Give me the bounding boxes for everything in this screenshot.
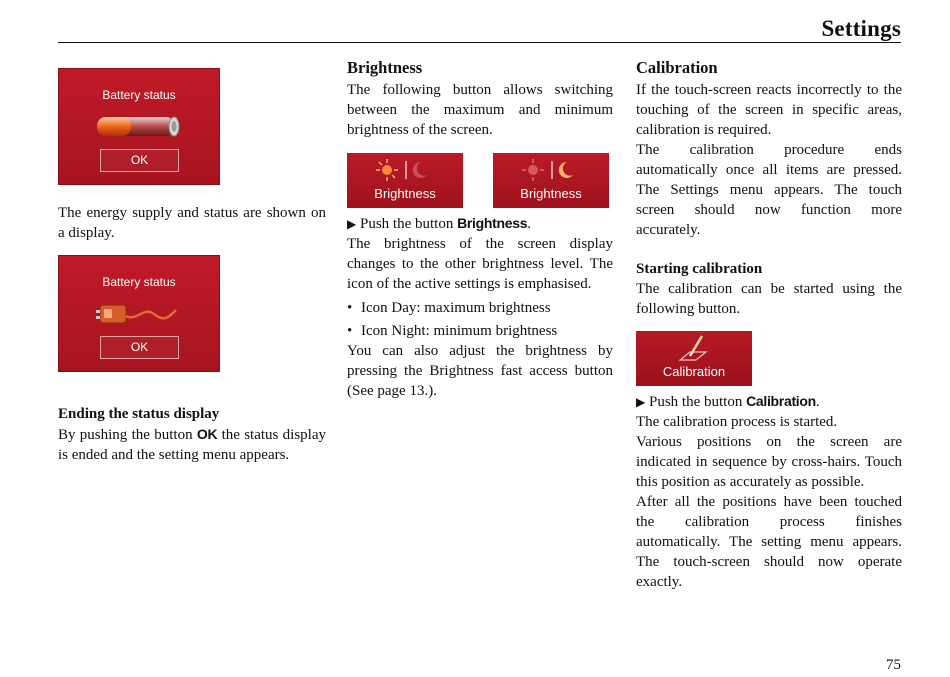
calibration-inline-label: Calibration bbox=[746, 393, 816, 409]
ending-text bbox=[58, 424, 326, 465]
energy-text: The energy supply and status are shown on a display. bbox=[58, 205, 326, 241]
bullet-text: Icon Night: minimum brightness bbox=[361, 323, 558, 339]
brightness-label: Brightness bbox=[520, 186, 582, 201]
battery-status-screen-charging bbox=[58, 68, 220, 185]
sun-moon-icon bbox=[521, 157, 581, 183]
battery-status-screen-plugged bbox=[58, 255, 220, 372]
list-item bbox=[347, 298, 613, 318]
ok-inline-label: OK bbox=[196, 426, 218, 442]
page-title: Settings bbox=[821, 16, 901, 41]
bullet-text: Icon Day: maximum brightness bbox=[361, 300, 551, 316]
brightness-para: The brightness of the screen display changes to the other brightness level. The icon of the active settings is emphasised. bbox=[347, 236, 613, 292]
calibration-label: Calibration bbox=[662, 364, 726, 379]
arrow-right-icon: ▶ bbox=[347, 217, 357, 231]
calibration-para2: Various positions on the screen are indicated in sequence by cross-hairs. Touch this position as accurately as possible. bbox=[636, 434, 902, 490]
brightness-buttons bbox=[347, 153, 613, 208]
starting-text: The calibration can be started using the following button. bbox=[636, 281, 902, 317]
bullet-icon: • bbox=[347, 323, 353, 339]
power-plug-icon bbox=[96, 302, 182, 325]
push-text-pre: Push the button bbox=[648, 394, 747, 410]
push-text-post: . bbox=[815, 394, 820, 410]
arrow-right-icon: ▶ bbox=[636, 395, 646, 409]
calibration-para3: After all the positions have been touched the calibration process finishes automatically. The setting menu appears. The touch-screen should now operate exactly. bbox=[636, 494, 902, 590]
screen-title: Battery status bbox=[102, 88, 176, 102]
header-rule bbox=[58, 42, 901, 43]
brightness-intro: The following button allows switching between the maximum and minimum brightness of the screen. bbox=[347, 82, 613, 138]
push-text-post: . bbox=[527, 216, 531, 232]
ok-button[interactable]: OK bbox=[100, 336, 179, 359]
calibration-push-instruction bbox=[636, 391, 902, 412]
calibration-intro2: The calibration procedure ends automatically once all items are pressed. The Settings menu appears. The touch screen should now function more accurately. bbox=[636, 142, 902, 238]
list-item bbox=[347, 321, 613, 341]
screen-title: Battery status bbox=[102, 275, 176, 289]
section-heading-calibration: Calibration bbox=[636, 58, 718, 77]
push-text-pre: Push the button bbox=[359, 216, 458, 232]
calibration-para: The calibration process is started. bbox=[636, 414, 838, 430]
column-left bbox=[58, 56, 326, 465]
brightness-para2: You can also adjust the brightness by pressing the Brightness fast access button (See page 13.). bbox=[347, 343, 613, 399]
brightness-day-button[interactable] bbox=[347, 153, 463, 208]
column-middle bbox=[347, 56, 613, 401]
ending-text-post: the status display is ended and the setting menu appears. bbox=[58, 427, 327, 463]
brightness-inline-label: Brightness bbox=[457, 215, 528, 231]
sun-moon-icon bbox=[375, 157, 435, 183]
brightness-push-instruction bbox=[347, 213, 613, 234]
calibration-intro: If the touch-screen reacts incorrectly to the touching of the screen in specific areas, calibration is required. bbox=[636, 82, 902, 138]
section-heading-ending: Ending the status display bbox=[58, 406, 220, 422]
ending-text-pre: By pushing the button bbox=[58, 427, 197, 443]
brightness-night-button[interactable] bbox=[493, 153, 609, 208]
battery-icon bbox=[96, 115, 182, 138]
bullet-icon: • bbox=[347, 300, 353, 316]
page-number: 75 bbox=[886, 657, 901, 673]
brightness-label: Brightness bbox=[374, 186, 436, 201]
calibration-button[interactable] bbox=[636, 331, 752, 386]
section-heading-starting-calibration: Starting calibration bbox=[636, 261, 763, 277]
column-right bbox=[636, 56, 902, 592]
section-heading-brightness: Brightness bbox=[347, 58, 423, 77]
ok-button[interactable]: OK bbox=[100, 149, 179, 172]
